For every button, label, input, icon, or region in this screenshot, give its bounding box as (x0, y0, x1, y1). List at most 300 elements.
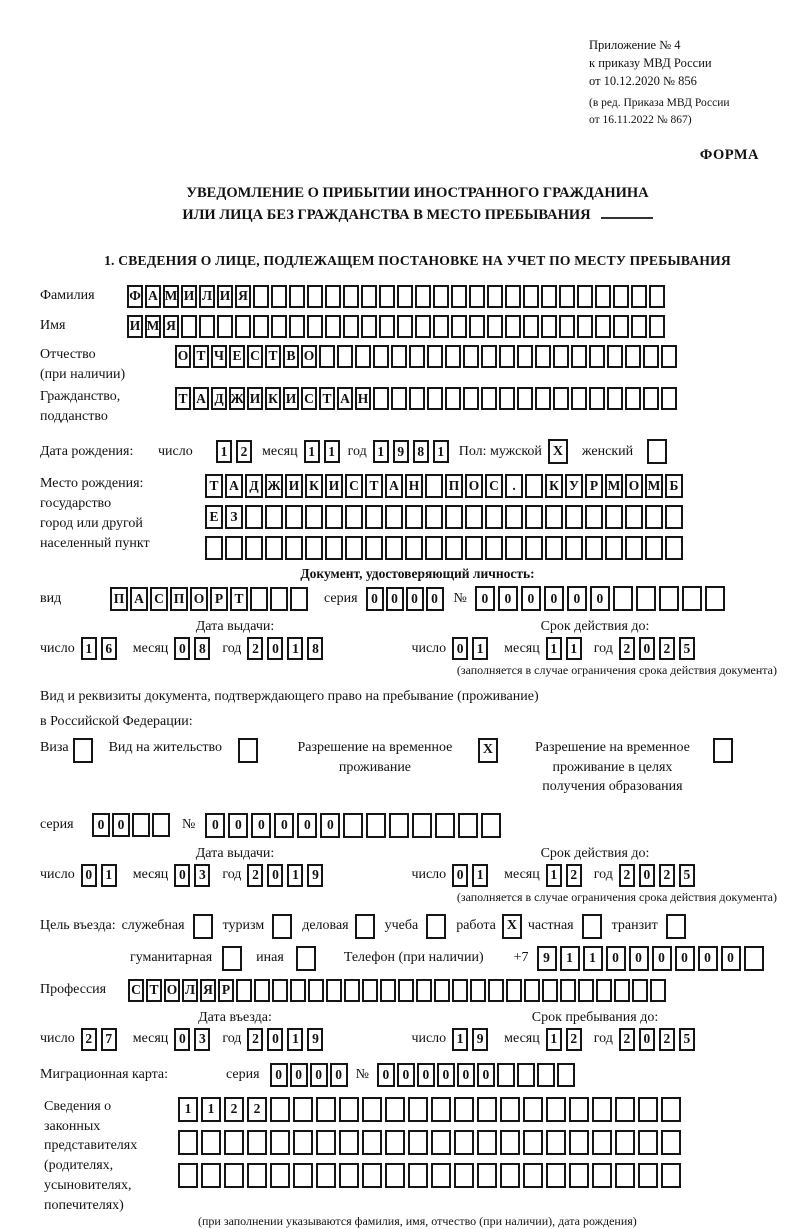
char-cell[interactable]: Т (265, 345, 281, 368)
char-cell[interactable] (565, 536, 583, 560)
purpose-transit-checkbox[interactable] (666, 914, 686, 939)
char-cell[interactable]: 0 (330, 1063, 348, 1087)
purpose-work-checkbox[interactable]: X (502, 914, 522, 939)
char-cell[interactable]: С (301, 387, 317, 410)
char-cell[interactable]: 1 (324, 440, 340, 463)
char-cell[interactable] (445, 345, 461, 368)
char-cell[interactable] (454, 1130, 474, 1155)
char-cell[interactable]: 0 (417, 1063, 435, 1087)
char-cell[interactable]: 0 (267, 864, 283, 887)
char-cell[interactable]: 2 (247, 1028, 263, 1051)
char-cell[interactable]: 0 (698, 946, 718, 971)
char-cell[interactable] (181, 315, 197, 338)
char-cell[interactable] (178, 1163, 198, 1188)
char-cell[interactable]: 8 (307, 637, 323, 660)
char-cell[interactable] (409, 387, 425, 410)
char-cell[interactable] (499, 345, 515, 368)
char-cell[interactable]: 9 (307, 864, 323, 887)
char-cell[interactable] (523, 1130, 543, 1155)
char-cell[interactable]: Т (319, 387, 335, 410)
char-cell[interactable]: 0 (174, 864, 190, 887)
purpose-study-checkbox[interactable] (426, 914, 446, 939)
char-cell[interactable] (345, 536, 363, 560)
char-cell[interactable] (605, 536, 623, 560)
char-cell[interactable] (379, 315, 395, 338)
char-cell[interactable] (253, 315, 269, 338)
char-cell[interactable]: О (625, 474, 643, 498)
char-cell[interactable] (477, 1130, 497, 1155)
char-cell[interactable]: С (345, 474, 363, 498)
char-cell[interactable]: 0 (406, 587, 424, 611)
char-cell[interactable]: Ч (211, 345, 227, 368)
char-cell[interactable]: Т (365, 474, 383, 498)
char-cell[interactable]: 1 (546, 637, 562, 660)
char-cell[interactable]: 0 (270, 1063, 288, 1087)
char-cell[interactable]: 2 (566, 864, 582, 887)
char-cell[interactable] (339, 1097, 359, 1122)
char-cell[interactable] (362, 1163, 382, 1188)
char-cell[interactable]: М (605, 474, 623, 498)
char-cell[interactable]: Р (218, 979, 234, 1002)
char-cell[interactable] (596, 979, 612, 1002)
char-cell[interactable] (247, 1163, 267, 1188)
char-cell[interactable] (405, 505, 423, 529)
char-cell[interactable] (500, 1130, 520, 1155)
char-cell[interactable] (152, 813, 170, 837)
char-cell[interactable] (385, 1163, 405, 1188)
char-cell[interactable] (607, 345, 623, 368)
char-cell[interactable] (625, 505, 643, 529)
char-cell[interactable]: 0 (92, 813, 110, 837)
char-cell[interactable] (643, 387, 659, 410)
char-cell[interactable] (451, 315, 467, 338)
char-cell[interactable]: М (145, 315, 161, 338)
char-cell[interactable] (290, 979, 306, 1002)
char-cell[interactable]: 0 (590, 586, 610, 611)
char-cell[interactable] (325, 536, 343, 560)
char-cell[interactable]: Т (205, 474, 223, 498)
char-cell[interactable]: 0 (675, 946, 695, 971)
char-cell[interactable]: 0 (426, 587, 444, 611)
char-cell[interactable] (465, 505, 483, 529)
char-cell[interactable]: 0 (498, 586, 518, 611)
char-cell[interactable] (415, 315, 431, 338)
char-cell[interactable] (434, 979, 450, 1002)
char-cell[interactable] (523, 1097, 543, 1122)
purpose-humanitarian-checkbox[interactable] (222, 946, 242, 971)
char-cell[interactable] (546, 1097, 566, 1122)
char-cell[interactable] (559, 285, 575, 308)
char-cell[interactable] (481, 387, 497, 410)
char-cell[interactable] (613, 315, 629, 338)
char-cell[interactable] (565, 505, 583, 529)
char-cell[interactable] (487, 315, 503, 338)
char-cell[interactable]: 0 (81, 864, 97, 887)
char-cell[interactable] (607, 387, 623, 410)
char-cell[interactable] (546, 1163, 566, 1188)
char-cell[interactable] (525, 474, 543, 498)
temp-residence-edu-checkbox[interactable] (713, 738, 733, 763)
char-cell[interactable] (316, 1130, 336, 1155)
char-cell[interactable]: Е (229, 345, 245, 368)
char-cell[interactable]: О (175, 345, 191, 368)
char-cell[interactable] (665, 505, 683, 529)
char-cell[interactable]: 1 (201, 1097, 221, 1122)
char-cell[interactable] (682, 586, 702, 611)
char-cell[interactable] (409, 345, 425, 368)
char-cell[interactable] (452, 979, 468, 1002)
char-cell[interactable] (545, 505, 563, 529)
char-cell[interactable]: 2 (659, 864, 675, 887)
char-cell[interactable] (337, 345, 353, 368)
char-cell[interactable] (499, 387, 515, 410)
char-cell[interactable]: Т (193, 345, 209, 368)
char-cell[interactable] (546, 1130, 566, 1155)
char-cell[interactable] (385, 536, 403, 560)
char-cell[interactable]: 9 (393, 440, 409, 463)
char-cell[interactable] (541, 315, 557, 338)
char-cell[interactable] (615, 1097, 635, 1122)
char-cell[interactable] (271, 285, 287, 308)
char-cell[interactable]: 0 (377, 1063, 395, 1087)
char-cell[interactable] (454, 1097, 474, 1122)
char-cell[interactable]: Я (163, 315, 179, 338)
char-cell[interactable]: Т (146, 979, 162, 1002)
char-cell[interactable] (661, 1097, 681, 1122)
char-cell[interactable]: 0 (228, 813, 248, 838)
char-cell[interactable] (224, 1163, 244, 1188)
char-cell[interactable] (589, 345, 605, 368)
char-cell[interactable] (488, 979, 504, 1002)
char-cell[interactable]: 1 (287, 864, 303, 887)
sex-male-checkbox[interactable]: X (548, 439, 568, 464)
char-cell[interactable] (524, 979, 540, 1002)
char-cell[interactable] (362, 1130, 382, 1155)
char-cell[interactable] (293, 1163, 313, 1188)
char-cell[interactable] (247, 1130, 267, 1155)
char-cell[interactable] (632, 979, 648, 1002)
char-cell[interactable]: 1 (566, 637, 582, 660)
char-cell[interactable]: В (283, 345, 299, 368)
char-cell[interactable]: 1 (287, 1028, 303, 1051)
char-cell[interactable] (416, 979, 432, 1002)
char-cell[interactable]: И (325, 474, 343, 498)
char-cell[interactable]: И (217, 285, 233, 308)
char-cell[interactable]: 8 (194, 637, 210, 660)
char-cell[interactable] (517, 387, 533, 410)
char-cell[interactable] (631, 315, 647, 338)
char-cell[interactable] (412, 813, 432, 838)
char-cell[interactable]: 2 (619, 637, 635, 660)
char-cell[interactable]: 2 (247, 864, 263, 887)
char-cell[interactable] (595, 285, 611, 308)
char-cell[interactable]: 1 (287, 637, 303, 660)
char-cell[interactable]: 3 (194, 864, 210, 887)
char-cell[interactable]: 1 (546, 864, 562, 887)
char-cell[interactable]: Н (355, 387, 371, 410)
char-cell[interactable]: 1 (472, 637, 488, 660)
char-cell[interactable]: П (170, 587, 188, 611)
char-cell[interactable] (397, 315, 413, 338)
char-cell[interactable] (343, 813, 363, 838)
char-cell[interactable]: 0 (477, 1063, 495, 1087)
char-cell[interactable]: 2 (224, 1097, 244, 1122)
char-cell[interactable] (305, 536, 323, 560)
char-cell[interactable]: А (130, 587, 148, 611)
char-cell[interactable]: 1 (178, 1097, 198, 1122)
char-cell[interactable]: А (145, 285, 161, 308)
char-cell[interactable] (661, 387, 677, 410)
char-cell[interactable]: 5 (679, 637, 695, 660)
char-cell[interactable]: 1 (452, 1028, 468, 1051)
char-cell[interactable]: П (110, 587, 128, 611)
char-cell[interactable]: . (505, 474, 523, 498)
char-cell[interactable] (316, 1097, 336, 1122)
char-cell[interactable] (285, 505, 303, 529)
char-cell[interactable] (659, 586, 679, 611)
char-cell[interactable]: 8 (413, 440, 429, 463)
char-cell[interactable]: Я (200, 979, 216, 1002)
char-cell[interactable] (649, 315, 665, 338)
char-cell[interactable] (316, 1163, 336, 1188)
char-cell[interactable] (613, 285, 629, 308)
char-cell[interactable] (537, 1063, 555, 1087)
char-cell[interactable] (645, 505, 663, 529)
char-cell[interactable]: 0 (290, 1063, 308, 1087)
char-cell[interactable]: А (385, 474, 403, 498)
char-cell[interactable]: Б (665, 474, 683, 498)
char-cell[interactable]: 0 (112, 813, 130, 837)
char-cell[interactable]: Р (585, 474, 603, 498)
char-cell[interactable] (265, 536, 283, 560)
char-cell[interactable] (469, 315, 485, 338)
char-cell[interactable] (408, 1163, 428, 1188)
char-cell[interactable] (307, 285, 323, 308)
char-cell[interactable] (293, 1130, 313, 1155)
char-cell[interactable] (545, 536, 563, 560)
char-cell[interactable]: 0 (174, 1028, 190, 1051)
char-cell[interactable] (458, 813, 478, 838)
char-cell[interactable] (589, 387, 605, 410)
char-cell[interactable] (625, 536, 643, 560)
char-cell[interactable]: С (128, 979, 144, 1002)
char-cell[interactable] (289, 285, 305, 308)
char-cell[interactable] (445, 505, 463, 529)
char-cell[interactable]: 0 (721, 946, 741, 971)
char-cell[interactable]: Л (182, 979, 198, 1002)
char-cell[interactable]: З (225, 505, 243, 529)
char-cell[interactable] (445, 536, 463, 560)
char-cell[interactable] (505, 505, 523, 529)
char-cell[interactable] (425, 536, 443, 560)
char-cell[interactable] (613, 586, 633, 611)
char-cell[interactable] (481, 813, 501, 838)
char-cell[interactable] (408, 1130, 428, 1155)
char-cell[interactable] (577, 315, 593, 338)
char-cell[interactable] (270, 1163, 290, 1188)
char-cell[interactable]: 0 (274, 813, 294, 838)
char-cell[interactable] (585, 536, 603, 560)
char-cell[interactable]: 3 (194, 1028, 210, 1051)
char-cell[interactable] (305, 505, 323, 529)
char-cell[interactable] (178, 1130, 198, 1155)
char-cell[interactable]: Т (230, 587, 248, 611)
char-cell[interactable] (132, 813, 150, 837)
char-cell[interactable] (523, 1163, 543, 1188)
char-cell[interactable] (362, 1097, 382, 1122)
char-cell[interactable] (271, 315, 287, 338)
char-cell[interactable]: А (337, 387, 353, 410)
char-cell[interactable]: 0 (639, 864, 655, 887)
char-cell[interactable] (319, 345, 335, 368)
purpose-official-checkbox[interactable] (193, 914, 213, 939)
char-cell[interactable]: 1 (373, 440, 389, 463)
char-cell[interactable] (665, 536, 683, 560)
char-cell[interactable] (408, 1097, 428, 1122)
char-cell[interactable] (379, 285, 395, 308)
char-cell[interactable] (592, 1130, 612, 1155)
char-cell[interactable] (235, 315, 251, 338)
char-cell[interactable] (592, 1097, 612, 1122)
char-cell[interactable] (631, 285, 647, 308)
char-cell[interactable]: И (127, 315, 143, 338)
char-cell[interactable] (415, 285, 431, 308)
purpose-private-checkbox[interactable] (582, 914, 602, 939)
char-cell[interactable]: 0 (397, 1063, 415, 1087)
char-cell[interactable] (557, 1063, 575, 1087)
char-cell[interactable] (500, 1163, 520, 1188)
char-cell[interactable] (571, 345, 587, 368)
char-cell[interactable] (250, 587, 268, 611)
char-cell[interactable]: 1 (81, 637, 97, 660)
char-cell[interactable] (385, 1097, 405, 1122)
char-cell[interactable] (485, 536, 503, 560)
char-cell[interactable]: Ф (127, 285, 143, 308)
char-cell[interactable]: Ж (265, 474, 283, 498)
temp-residence-checkbox[interactable]: X (478, 738, 498, 763)
char-cell[interactable]: О (164, 979, 180, 1002)
char-cell[interactable] (523, 315, 539, 338)
char-cell[interactable] (290, 587, 308, 611)
char-cell[interactable]: О (301, 345, 317, 368)
char-cell[interactable]: О (190, 587, 208, 611)
char-cell[interactable] (361, 285, 377, 308)
char-cell[interactable] (569, 1163, 589, 1188)
char-cell[interactable]: Н (405, 474, 423, 498)
char-cell[interactable] (343, 315, 359, 338)
char-cell[interactable] (253, 285, 269, 308)
char-cell[interactable] (744, 946, 764, 971)
char-cell[interactable] (542, 979, 558, 1002)
char-cell[interactable]: 9 (307, 1028, 323, 1051)
char-cell[interactable]: К (305, 474, 323, 498)
char-cell[interactable] (427, 345, 443, 368)
char-cell[interactable]: Л (199, 285, 215, 308)
char-cell[interactable] (343, 285, 359, 308)
char-cell[interactable]: 0 (437, 1063, 455, 1087)
char-cell[interactable] (477, 1097, 497, 1122)
char-cell[interactable] (245, 536, 263, 560)
char-cell[interactable] (560, 979, 576, 1002)
char-cell[interactable] (638, 1130, 658, 1155)
char-cell[interactable] (270, 1130, 290, 1155)
char-cell[interactable]: 0 (174, 637, 190, 660)
char-cell[interactable]: 0 (475, 586, 495, 611)
char-cell[interactable]: 0 (320, 813, 340, 838)
char-cell[interactable]: 0 (606, 946, 626, 971)
char-cell[interactable]: П (445, 474, 463, 498)
char-cell[interactable] (225, 536, 243, 560)
char-cell[interactable] (506, 979, 522, 1002)
char-cell[interactable]: 0 (521, 586, 541, 611)
char-cell[interactable]: 1 (304, 440, 320, 463)
char-cell[interactable] (465, 536, 483, 560)
char-cell[interactable] (497, 1063, 515, 1087)
char-cell[interactable] (625, 387, 641, 410)
char-cell[interactable] (373, 345, 389, 368)
char-cell[interactable] (463, 345, 479, 368)
char-cell[interactable] (385, 505, 403, 529)
char-cell[interactable] (362, 979, 378, 1002)
char-cell[interactable]: Д (245, 474, 263, 498)
char-cell[interactable] (398, 979, 414, 1002)
char-cell[interactable]: С (485, 474, 503, 498)
char-cell[interactable] (517, 345, 533, 368)
char-cell[interactable]: 7 (101, 1028, 117, 1051)
char-cell[interactable]: 0 (297, 813, 317, 838)
char-cell[interactable] (454, 1163, 474, 1188)
char-cell[interactable] (592, 1163, 612, 1188)
char-cell[interactable] (661, 345, 677, 368)
char-cell[interactable] (535, 345, 551, 368)
char-cell[interactable] (355, 345, 371, 368)
purpose-tourism-checkbox[interactable] (272, 914, 292, 939)
char-cell[interactable]: Р (210, 587, 228, 611)
char-cell[interactable] (614, 979, 630, 1002)
char-cell[interactable]: М (645, 474, 663, 498)
char-cell[interactable] (224, 1130, 244, 1155)
char-cell[interactable] (649, 285, 665, 308)
char-cell[interactable] (199, 315, 215, 338)
char-cell[interactable]: 5 (679, 864, 695, 887)
char-cell[interactable]: Ж (229, 387, 245, 410)
char-cell[interactable] (517, 1063, 535, 1087)
char-cell[interactable]: 0 (251, 813, 271, 838)
char-cell[interactable]: 2 (566, 1028, 582, 1051)
char-cell[interactable] (289, 315, 305, 338)
char-cell[interactable] (638, 1097, 658, 1122)
char-cell[interactable] (397, 285, 413, 308)
char-cell[interactable]: Т (175, 387, 191, 410)
char-cell[interactable]: 6 (101, 637, 117, 660)
char-cell[interactable] (380, 979, 396, 1002)
char-cell[interactable] (270, 587, 288, 611)
char-cell[interactable] (595, 315, 611, 338)
char-cell[interactable] (245, 505, 263, 529)
char-cell[interactable] (505, 536, 523, 560)
char-cell[interactable] (505, 285, 521, 308)
char-cell[interactable]: 2 (659, 637, 675, 660)
char-cell[interactable] (636, 586, 656, 611)
purpose-business-checkbox[interactable] (355, 914, 375, 939)
char-cell[interactable] (638, 1163, 658, 1188)
char-cell[interactable] (571, 387, 587, 410)
char-cell[interactable] (385, 1130, 405, 1155)
char-cell[interactable] (201, 1163, 221, 1188)
char-cell[interactable] (431, 1130, 451, 1155)
char-cell[interactable]: Е (205, 505, 223, 529)
char-cell[interactable]: С (247, 345, 263, 368)
